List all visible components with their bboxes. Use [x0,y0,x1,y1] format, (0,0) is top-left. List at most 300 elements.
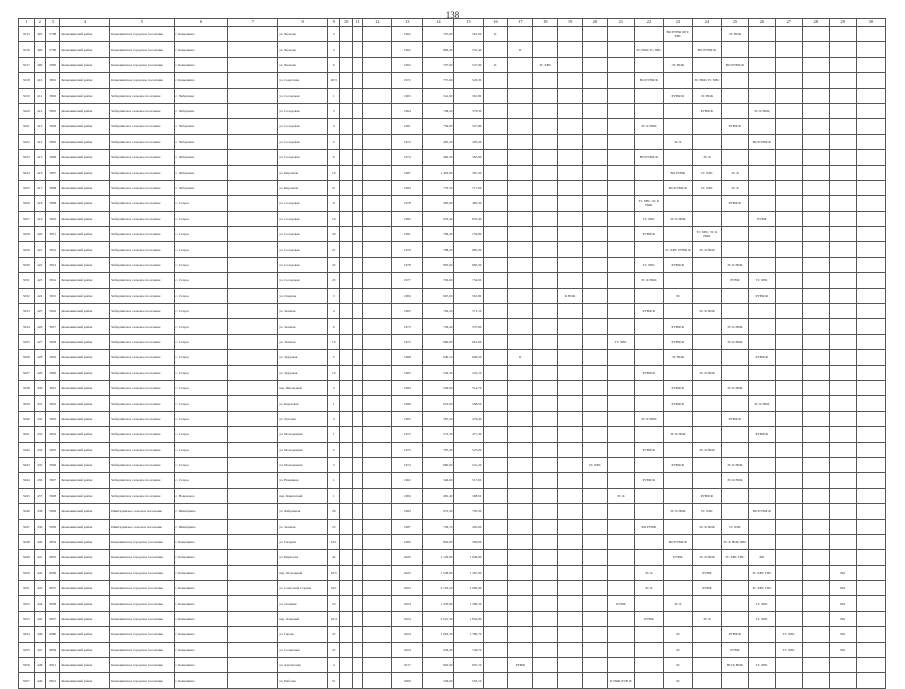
record-id-cell: 5824 [45,427,60,442]
locality-cell: с. Шингарино [174,504,228,519]
seq-number-cell: 444 [34,596,45,611]
work-type-cell [228,488,278,503]
work-type-cell [856,134,885,149]
work-type-cell [721,488,748,503]
work-type-cell [607,427,634,442]
locality-cell: с. Чеберчино [174,88,228,103]
work-type-cell [607,288,634,303]
table-row [19,427,886,442]
work-type-cell [856,365,885,380]
district-cell: Ковылкинский район [60,273,110,288]
work-type-cell [228,180,278,195]
living-area-cell: 734,80 [454,227,483,242]
work-type-cell [340,658,352,673]
work-type-cell [533,257,558,272]
house-number-cell: 1 [327,488,339,503]
work-type-cell [228,27,278,42]
work-type-cell [748,473,775,488]
work-type-cell [692,411,721,426]
row-number-cell: 5016 [19,42,35,57]
work-type-cell [802,488,829,503]
work-type-cell [607,457,634,472]
work-type-cell [663,442,692,457]
total-area-cell: 640,10 [423,350,454,365]
work-type-cell [748,380,775,395]
work-type-cell: ВО РУВФ Ф [663,180,692,195]
table-row [19,350,886,365]
work-type-cell [363,211,392,226]
build-year-cell: 1983 [392,380,423,395]
work-type-cell [721,596,748,611]
seq-number-cell: 437 [34,488,45,503]
work-type-cell [558,550,583,565]
locality-cell: с. Старое [174,319,228,334]
work-type-cell [829,411,856,426]
locality-cell: г. Ковылкино [174,57,228,72]
work-type-cell [775,673,802,688]
build-year-cell: 1975 [392,334,423,349]
total-area-cell: 939,40 [423,642,454,657]
work-type-cell [829,319,856,334]
row-number-cell: 5053 [19,611,35,626]
house-number-cell: 10/5 [327,565,339,580]
settlement-cell: Чеберчинское сельское поселение [110,257,174,272]
work-type-cell [533,88,558,103]
row-number-cell: 5046 [19,504,35,519]
record-id-cell: 5816 [45,304,60,319]
house-number-cell: 19 [327,211,339,226]
living-area-cell: 717,00 [454,180,483,195]
settlement-cell: Чеберчинское сельское поселение [110,211,174,226]
district-cell: Ковылкинский район [60,504,110,519]
work-type-cell [508,180,533,195]
work-type-cell: ЭС К НОК [721,319,748,334]
work-type-cell [558,611,583,626]
work-type-cell [340,73,352,88]
work-type-cell [692,196,721,211]
work-type-cell [340,519,352,534]
total-area-cell: 1 476,90 [423,596,454,611]
work-type-cell [856,581,885,596]
work-type-cell [483,227,508,242]
total-area-cell: 1 129,80 [423,550,454,565]
work-type-cell: ТС ХВС [748,596,775,611]
work-type-cell [607,273,634,288]
work-type-cell [802,442,829,457]
work-type-cell [533,565,558,580]
work-type-cell [533,242,558,257]
work-type-cell [558,350,583,365]
work-type-cell [856,488,885,503]
row-number-cell: 5055 [19,642,35,657]
work-type-cell [856,534,885,549]
work-type-cell [775,180,802,195]
work-type-cell [856,334,885,349]
seq-number-cell: 424 [34,288,45,303]
work-type-cell [856,442,885,457]
locality-cell: с. Чеберчино [174,165,228,180]
work-type-cell [829,519,856,534]
work-type-cell [775,73,802,88]
work-type-cell [663,304,692,319]
work-type-cell [692,427,721,442]
work-type-cell [533,273,558,288]
total-area-cell: 736,70 [423,519,454,534]
street-cell: ул. Зеленая [278,319,328,334]
work-type-cell [583,427,608,442]
locality-cell: г. Ковылкино [174,42,228,57]
work-type-cell [634,427,663,442]
work-type-cell [829,550,856,565]
house-number-cell: 21 [327,180,339,195]
work-type-cell [533,658,558,673]
build-year-cell: 1978 [392,257,423,272]
work-type-cell [721,73,748,88]
work-type-cell [583,165,608,180]
work-type-cell [829,27,856,42]
seq-number-cell: 406 [34,42,45,57]
record-id-cell: 5808 [45,180,60,195]
work-type-cell [802,504,829,519]
work-type-cell [340,57,352,72]
work-type-cell [533,42,558,57]
work-type-cell [508,242,533,257]
work-type-cell [721,611,748,626]
work-type-cell: РУВФ [692,565,721,580]
work-type-cell: ТС ХВС ЭС К НОК [634,196,663,211]
work-type-cell [483,211,508,226]
work-type-cell: ЭС [663,673,692,688]
total-area-cell: 763,00 [423,273,454,288]
work-type-cell: ТС ХВС ГВС [721,550,748,565]
street-cell: ул. Трудовая [278,350,328,365]
work-type-cell [829,165,856,180]
work-type-cell [363,73,392,88]
district-cell: Ковылкинский район [60,27,110,42]
seq-number-cell: 411 [34,88,45,103]
work-type-cell [607,504,634,519]
work-type-cell [508,257,533,272]
work-type-cell [775,350,802,365]
work-type-cell: ВО РУВФ Ф [721,57,748,72]
living-area-cell: 301,80 [454,88,483,103]
work-type-cell [607,611,634,626]
work-type-cell: РУВФ [748,211,775,226]
work-type-cell [583,180,608,195]
work-type-cell [558,119,583,134]
work-type-cell: ТС ХВС [583,457,608,472]
work-type-cell: ЭС К НОК [721,473,748,488]
work-type-cell [692,380,721,395]
work-type-cell [340,396,352,411]
work-type-cell [663,473,692,488]
work-type-cell [856,57,885,72]
work-type-cell [483,534,508,549]
record-id-cell: 5815 [45,288,60,303]
house-number-cell: 3 [327,27,339,42]
work-type-cell [583,411,608,426]
work-type-cell [607,350,634,365]
work-type-cell [228,288,278,303]
column-number: 26 [748,19,775,27]
living-area-cell: 601,00 [454,334,483,349]
work-type-cell [363,88,392,103]
work-type-cell [352,196,362,211]
work-type-cell [228,334,278,349]
locality-cell: с. Старое [174,288,228,303]
work-type-cell: ТС ХВС ГВС [748,565,775,580]
table-row [19,103,886,118]
locality-cell: г. Ковылкино [174,565,228,580]
living-area-cell: 2 069,90 [454,581,483,596]
work-type-cell: ЭС [663,288,692,303]
work-type-cell [558,658,583,673]
build-year-cell: 1965 [392,304,423,319]
work-type-cell [583,196,608,211]
street-cell: ул. Озерная [278,288,328,303]
work-type-cell: ВО РУВФ [663,165,692,180]
work-type-cell [856,165,885,180]
street-cell: ул. Чкалова [278,42,328,57]
work-type-cell [340,242,352,257]
record-id-cell: 5817 [45,319,60,334]
work-type-cell [558,134,583,149]
work-type-cell [352,304,362,319]
record-id-cell: 6854 [45,534,60,549]
work-type-cell [607,119,634,134]
work-type-cell [363,365,392,380]
work-type-cell: ЭС К [663,596,692,611]
column-number: 20 [583,19,608,27]
work-type-cell [663,581,692,596]
total-area-cell: 653,00 [423,396,454,411]
district-cell: Ковылкинский район [60,627,110,642]
work-type-cell [228,42,278,57]
work-type-cell [228,396,278,411]
work-type-cell [829,488,856,503]
district-cell: Ковылкинский район [60,550,110,565]
living-area-cell: 520,30 [454,73,483,88]
total-area-cell: 690,00 [423,334,454,349]
work-type-cell: ЭС К НОК [748,103,775,118]
work-type-cell [483,134,508,149]
work-type-cell [607,27,634,42]
work-type-cell [856,457,885,472]
locality-cell: с. Старое [174,411,228,426]
total-area-cell: 405,20 [423,134,454,149]
work-type-cell [775,288,802,303]
build-year-cell: 1962 [392,42,423,57]
work-type-cell [775,257,802,272]
row-number-cell: 5048 [19,534,35,549]
work-type-cell [508,27,533,42]
work-type-cell [829,427,856,442]
build-year-cell: 1984 [392,488,423,503]
work-type-cell: РУВФ Ф [663,334,692,349]
work-type-cell [508,88,533,103]
work-type-cell [802,180,829,195]
seq-number-cell: 429 [34,365,45,380]
living-area-cell: 685,30 [454,257,483,272]
work-type-cell [829,288,856,303]
work-type-cell [802,150,829,165]
seq-number-cell: 409 [34,57,45,72]
work-type-cell [663,42,692,57]
district-cell: Ковылкинский район [60,211,110,226]
build-year-cell: 1984 [392,180,423,195]
table-row [19,257,886,272]
street-cell: ул. Новинная [278,473,328,488]
table-row [19,119,886,134]
work-type-cell [228,227,278,242]
seq-number-cell: 421 [34,242,45,257]
work-type-cell [748,242,775,257]
row-number-cell: 5019 [19,88,35,103]
work-type-cell [363,119,392,134]
work-type-cell: ЭС НОК [721,27,748,42]
work-type-cell [558,488,583,503]
work-type-cell [775,427,802,442]
work-type-cell [607,150,634,165]
work-type-cell [483,42,508,57]
work-type-cell [829,227,856,242]
work-type-cell [508,565,533,580]
row-number-cell: 5033 [19,304,35,319]
locality-cell: г. Ковылкино [174,534,228,549]
work-type-cell: ВО [829,596,856,611]
street-cell: ул. Солодовая [278,211,328,226]
work-type-cell [748,196,775,211]
work-type-cell [856,273,885,288]
locality-cell: с. Старое [174,427,228,442]
row-number-cell: 5040 [19,411,35,426]
work-type-cell [829,73,856,88]
work-type-cell [363,288,392,303]
work-type-cell: ЭС К [634,565,663,580]
work-type-cell [692,211,721,226]
work-type-cell [558,534,583,549]
street-cell: ул. Рабочая [278,673,328,688]
district-cell: Ковылкинский район [60,519,110,534]
settlement-cell: Шингаринское сельское поселение [110,519,174,534]
table-row [19,504,886,519]
work-type-cell [340,550,352,565]
work-type-cell [802,242,829,257]
work-type-cell [692,596,721,611]
settlement-cell: Ковылкинское городское поселение [110,581,174,596]
table-row [19,596,886,611]
work-type-cell [607,565,634,580]
settlement-cell: Ковылкинское городское поселение [110,57,174,72]
work-type-cell [663,519,692,534]
work-type-cell [340,611,352,626]
work-type-cell [583,319,608,334]
work-type-cell [607,519,634,534]
work-type-cell [775,273,802,288]
work-type-cell [352,427,362,442]
street-cell: ул. Молодежная [278,442,328,457]
district-cell: Ковылкинский район [60,88,110,103]
work-type-cell [607,211,634,226]
work-type-cell [228,119,278,134]
work-type-cell [558,150,583,165]
work-type-cell [483,519,508,534]
total-area-cell: 481,40 [423,488,454,503]
table-row [19,673,886,688]
living-area-cell: 579,50 [454,103,483,118]
work-type-cell [663,611,692,626]
work-type-cell [483,319,508,334]
work-type-cell [775,334,802,349]
work-type-cell [352,365,362,380]
work-type-cell [583,488,608,503]
work-type-cell [829,534,856,549]
work-type-cell [533,442,558,457]
street-cell: ул. Солодовая [278,150,328,165]
build-year-cell: 1961 [392,119,423,134]
work-type-cell [533,380,558,395]
settlement-cell: Чеберчинское сельское поселение [110,442,174,457]
work-type-cell [508,365,533,380]
total-area-cell: 483,90 [423,196,454,211]
work-type-cell: РУВФ [663,550,692,565]
work-type-cell [363,488,392,503]
work-type-cell: ЭС К НОК [692,519,721,534]
work-type-cell [558,57,583,72]
seq-number-cell: 433 [34,427,45,442]
work-type-cell [508,196,533,211]
work-type-cell [483,504,508,519]
work-type-cell [775,565,802,580]
work-type-cell: ТС ХВС [748,273,775,288]
row-number-cell: 5034 [19,319,35,334]
street-cell: ул. Солодовая [278,88,328,103]
work-type-cell [340,180,352,195]
work-type-cell [483,550,508,565]
work-type-cell [829,242,856,257]
work-type-cell [533,365,558,380]
work-type-cell [228,196,278,211]
work-type-cell [352,334,362,349]
living-area-cell: 1 049,90 [454,550,483,565]
work-type-cell [802,119,829,134]
work-type-cell [508,611,533,626]
record-id-cell: 6860 [45,627,60,642]
work-type-cell: ЭС К [721,180,748,195]
build-year-cell: 2020 [392,550,423,565]
build-year-cell: 1987 [392,519,423,534]
work-type-cell [692,658,721,673]
district-cell: Ковылкинский район [60,334,110,349]
work-type-cell [856,380,885,395]
settlement-cell: Чеберчинское сельское поселение [110,88,174,103]
district-cell: Ковылкинский район [60,257,110,272]
living-area-cell: 746,70 [454,642,483,657]
register-table [18,18,886,689]
locality-cell: с. Чеберчино [174,180,228,195]
street-cell: ул. Молодежная [278,457,328,472]
work-type-cell: ЭС К НОК [692,550,721,565]
work-type-cell: РУВФ [634,611,663,626]
work-type-cell [802,642,829,657]
district-cell: Ковылкинский район [60,57,110,72]
work-type-cell [340,581,352,596]
work-type-cell [634,242,663,257]
build-year-cell: 1974 [392,457,423,472]
row-number-cell: 5032 [19,288,35,303]
table-row [19,457,886,472]
seq-number-cell: 441 [34,550,45,565]
